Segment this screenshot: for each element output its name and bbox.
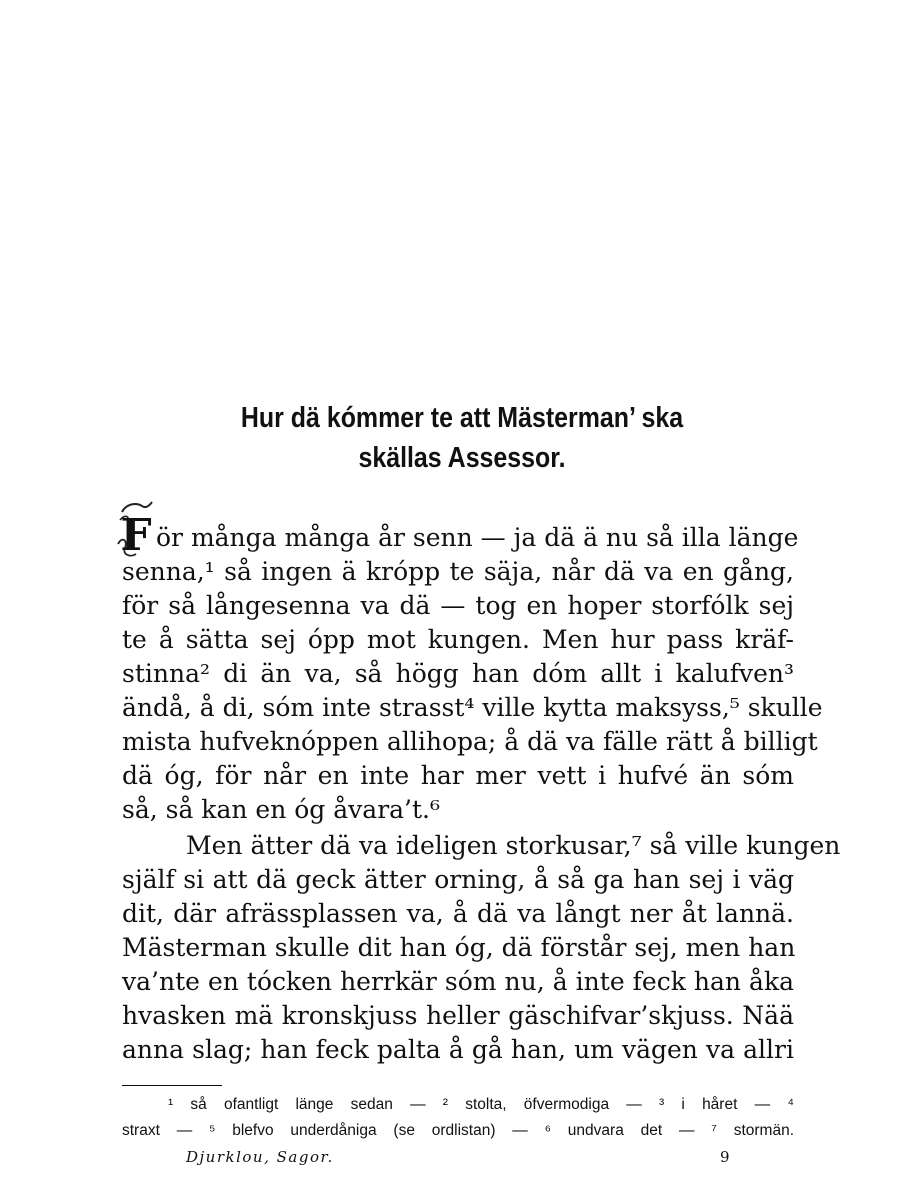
paragraph-2-line-5: va’nte en tócken herrkär sóm nu, å inte feck han åka [122, 967, 794, 996]
paragraph-2-line-7: anna slag; han feck palta å gå han, um vägen va allri [122, 1035, 794, 1064]
paragraph-1-line-7: mista hufveknóppen allihopa; å dä va fälle rätt å billigt [122, 727, 818, 756]
paragraph-2-line-6: hvasken mä kronskjuss heller gäschifvar’skjuss. Nää [122, 1001, 794, 1030]
paragraph-2-line-2: själf si att dä geck ätter orning, å så ga han sej i väg [122, 865, 794, 894]
footnote-line-2: straxt — ⁵ blefvo underdåniga (se ordlistan) — ⁶ undvara det — ⁷ stormän. [122, 1122, 794, 1139]
paragraph-1-line-2: senna,¹ så ingen ä krópp te säja, når dä va en gång, [122, 557, 794, 586]
paragraph-1-line-3: för så långesenna va dä — tog en hoper storfólk sej [122, 591, 794, 620]
paragraph-1-line-6: ändå, å di, sóm inte strasst⁴ ville kytta maksyss,⁵ skulle [122, 693, 823, 722]
footnote-divider [122, 1085, 222, 1086]
paragraph-2-line-3: dit, där afrässplassen va, å dä va långt ner åt lannä. [122, 899, 794, 928]
paragraph-1-line-4: te å sätta sej ópp mot kungen. Men hur pass kräf- [122, 625, 794, 654]
drop-cap-letter: F [120, 510, 152, 561]
paragraph-1-line-5: stinna² di än va, så högg han dóm allt i kalufven³ [122, 659, 794, 688]
running-title: Djurklou, Sagor. [186, 1148, 334, 1166]
paragraph-1-line-9: så, så kan en óg åvara’t.⁶ [122, 795, 441, 824]
page-title-line-1: Hur dä kómmer te att Mästerman’ ska [240, 402, 684, 434]
paragraph-1-line-8: dä óg, för når en inte har mer vett i hufvé än sóm [122, 761, 794, 790]
page-title-line-2: skällas Assessor. [358, 442, 566, 474]
ornamental-drop-cap [116, 500, 156, 562]
paragraph-2-line-4: Mästerman skulle dit han óg, dä förstår sej, men han [122, 933, 796, 962]
page-number: 9 [720, 1148, 730, 1166]
paragraph-1-line-1: ör många många år senn — ja dä ä nu så illa länge [156, 523, 799, 552]
footnote-line-1: ¹ så ofantligt länge sedan — ² stolta, öfvermodiga — ³ i håret — ⁴ [168, 1096, 794, 1113]
paragraph-2-line-1: Men ätter dä va ideligen storkusar,⁷ så ville kungen [186, 831, 841, 860]
